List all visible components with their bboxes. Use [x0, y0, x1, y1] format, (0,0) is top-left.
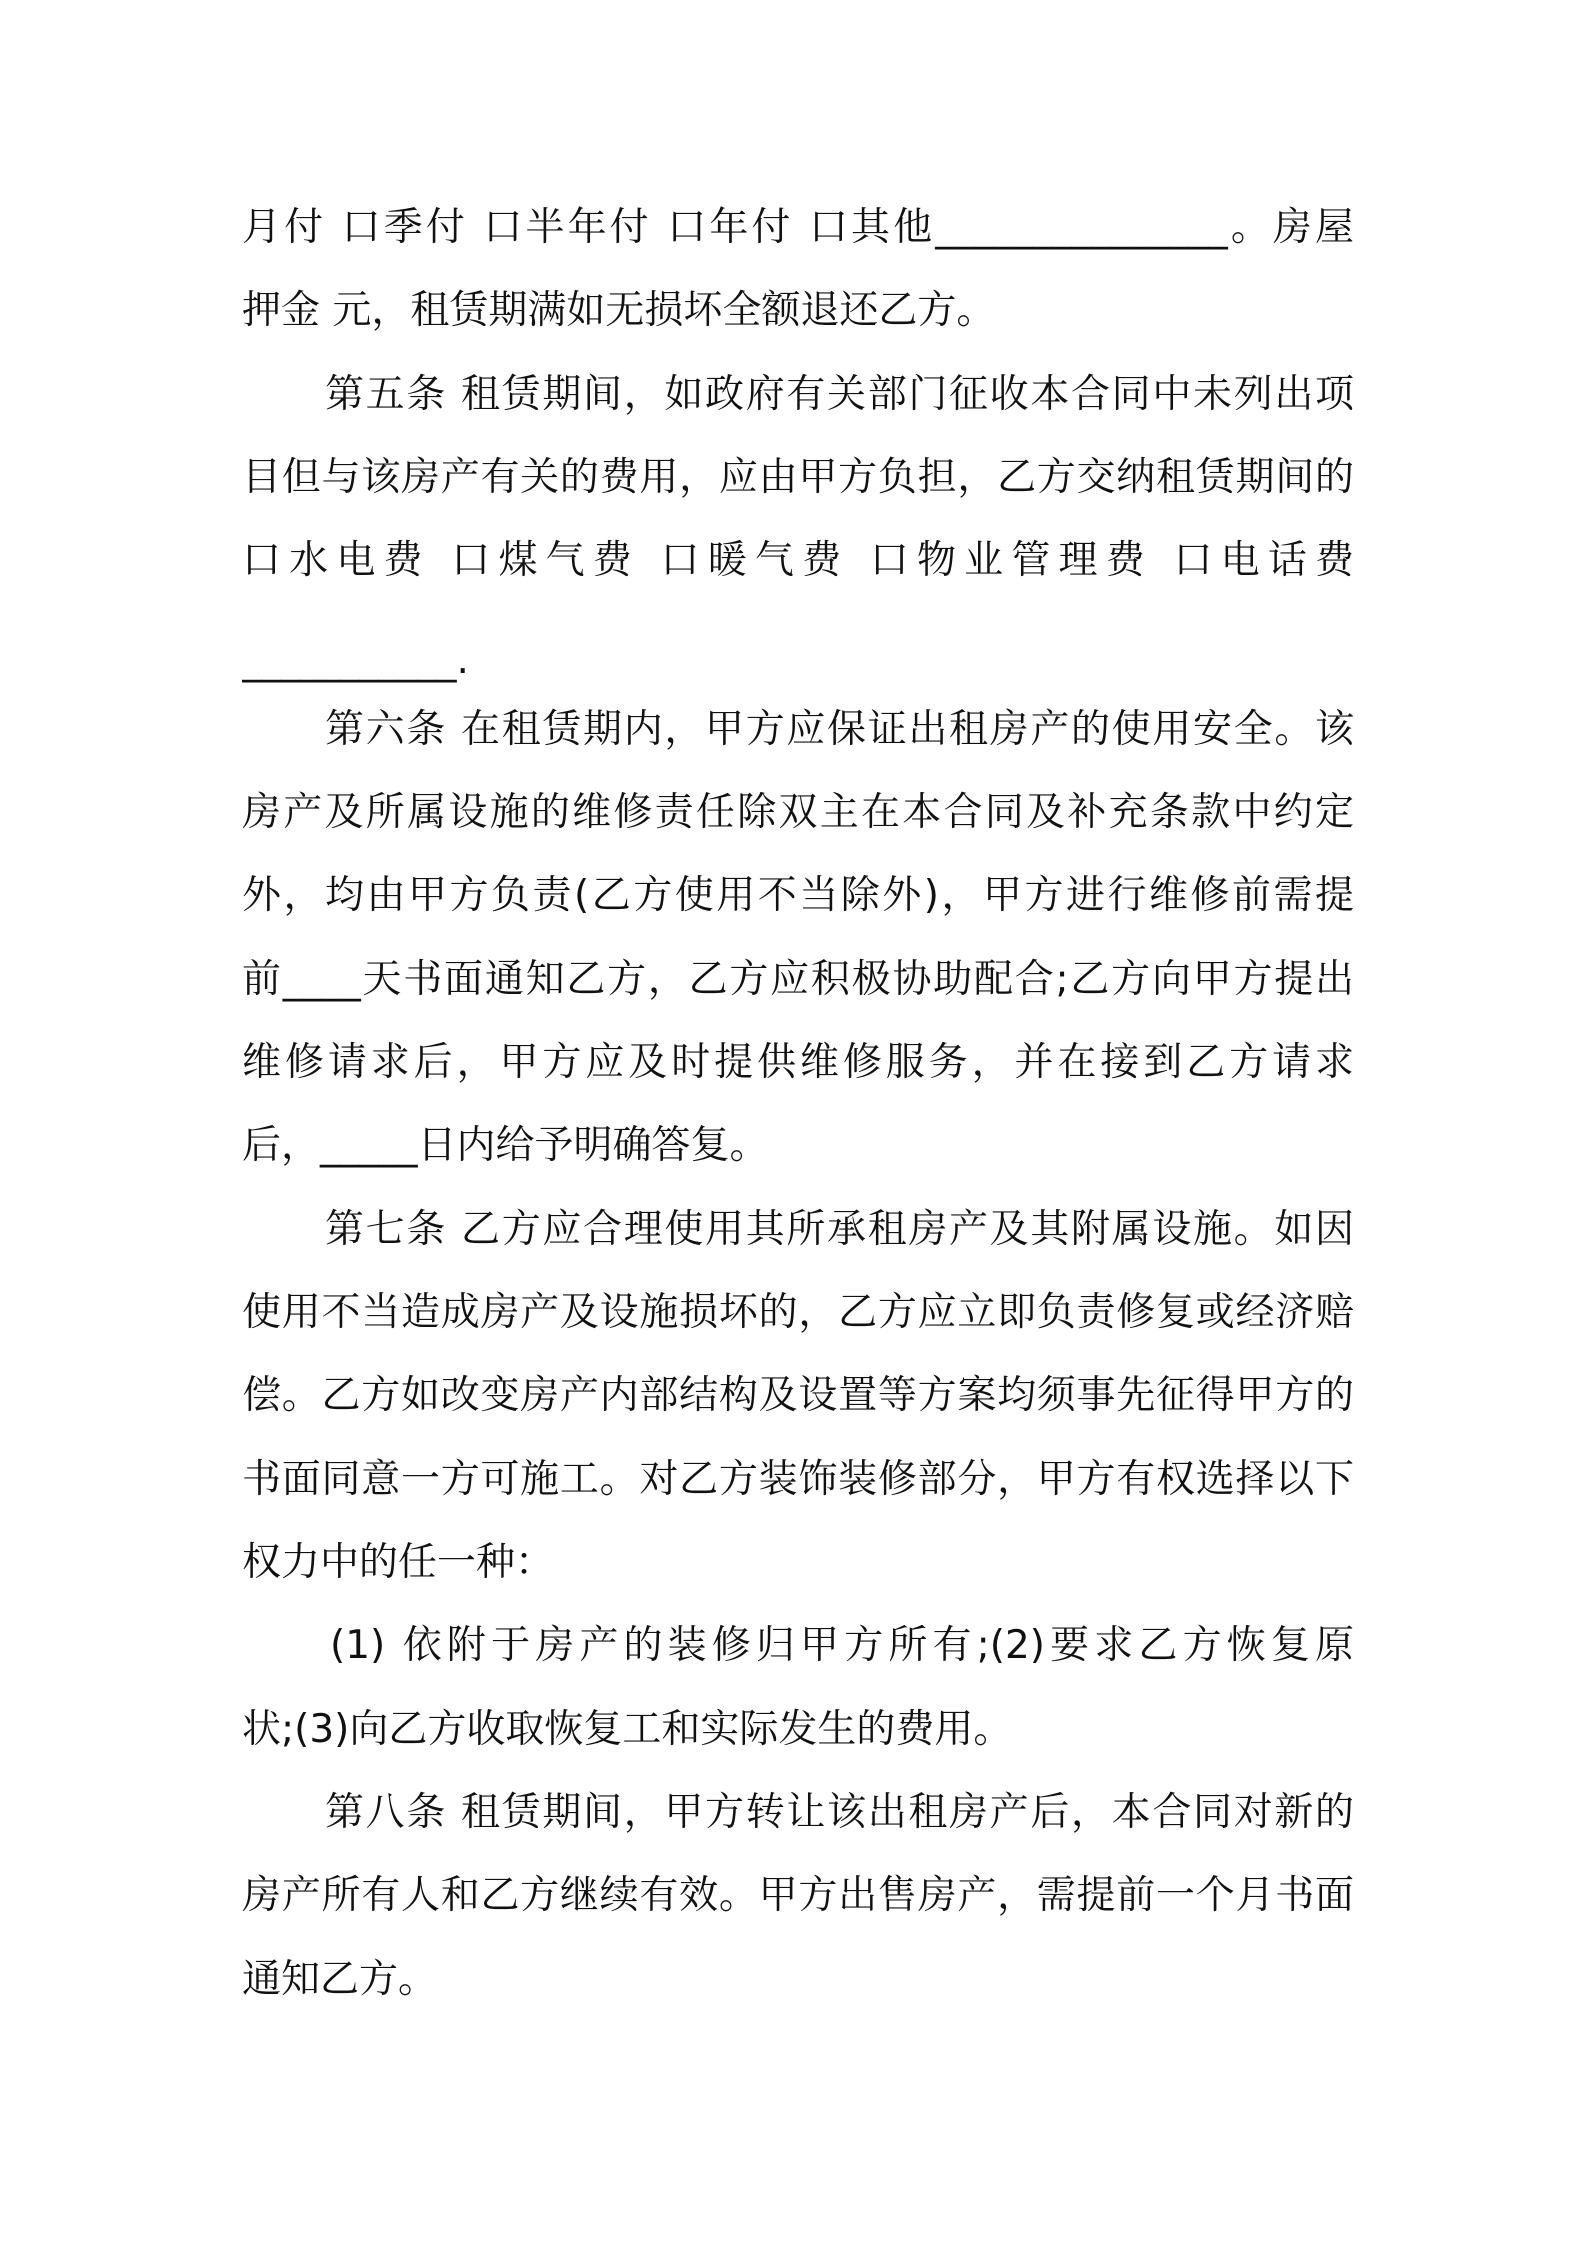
- text-line-article-6-reply: 后，_____日内给予明确答复。: [242, 1123, 769, 1168]
- text-line-article-8-validity: 房产所有人和乙方继续有效。甲方出售房产，需提前一个月书面: [242, 1873, 1354, 1918]
- text-line-article-7-damage: 使用不当造成房产及设施损坏的，乙方应立即负责修复或经济赔: [242, 1290, 1354, 1335]
- text-line-article-8-start: 第八条 租赁期间，甲方转让该出租房产后，本合同对新的: [325, 1790, 1354, 1835]
- text-line-article-6-notice: 前____天书面通知乙方，乙方应积极协助配合;乙方向甲方提出: [242, 957, 1354, 1002]
- text-line-article-7-start: 第七条 乙方应合理使用其所承租房产及其附属设施。如因: [325, 1207, 1354, 1252]
- text-line-option-list-end: 状;(3)向乙方收取恢复工和实际发生的费用。: [242, 1707, 1013, 1752]
- text-line-article-7-decoration: 书面同意一方可施工。对乙方装饰装修部分，甲方有权选择以下: [242, 1457, 1354, 1502]
- text-line-article-6-repair: 房产及所属设施的维修责任除双主在本合同及补充条款中约定: [242, 790, 1354, 835]
- text-line-article-6-start: 第六条 在租赁期内，甲方应保证出租房产的使用安全。该: [325, 707, 1354, 752]
- text-line-utility-options: 口水电费 口煤气费 口暖气费 口物业管理费 口电话费: [242, 538, 1354, 583]
- text-line-utility-blank: ___________.: [242, 638, 469, 683]
- text-line-article-6-service: 维修请求后，甲方应及时提供维修服务，并在接到乙方请求: [242, 1040, 1354, 1085]
- text-line-article-6-responsibility: 外，均由甲方负责(乙方使用不当除外)，甲方进行维修前需提: [242, 873, 1354, 918]
- text-line-option-list-start: (1) 依附于房产的装修归甲方所有;(2)要求乙方恢复原: [330, 1623, 1354, 1668]
- text-line-article-8-notice: 通知乙方。: [242, 1957, 438, 2002]
- text-line-article-7-structure: 偿。乙方如改变房产内部结构及设置等方案均须事先征得甲方的: [242, 1373, 1354, 1418]
- text-line-article-5-fees: 目但与该房产有关的费用，应由甲方负担，乙方交纳租赁期间的: [242, 455, 1354, 500]
- text-line-article-5-start: 第五条 租赁期间，如政府有关部门征收本合同中未列出项: [325, 372, 1354, 417]
- text-line-deposit: 押金 元，租赁期满如无损坏全额退还乙方。: [242, 288, 996, 333]
- text-line-payment-options: 月付 口季付 口半年付 口年付 口其他_______________。房屋: [242, 205, 1354, 250]
- text-line-article-7-options: 权力中的任一种：: [242, 1540, 555, 1585]
